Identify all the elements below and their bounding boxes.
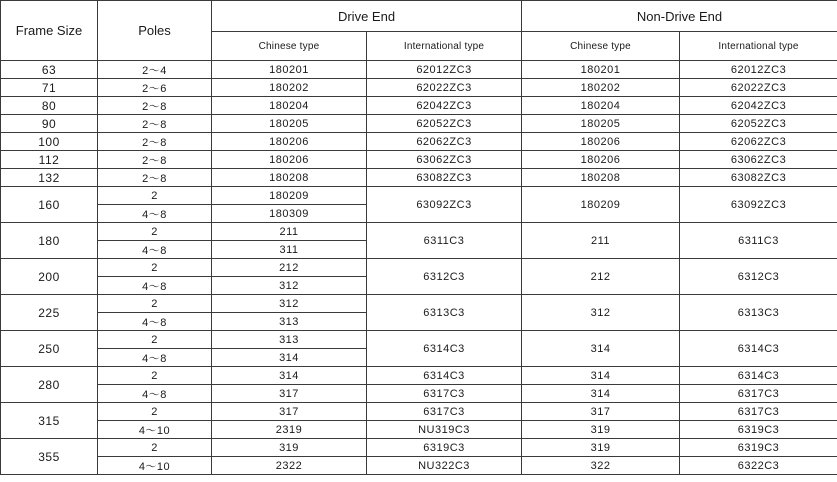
nde-chinese-type-cell: 314: [522, 385, 680, 403]
de-chinese-type-cell: 311: [212, 241, 367, 259]
table-row: [1, 169, 837, 187]
poles-cell: 2: [98, 187, 212, 205]
de-international-type-cell: 62062ZC3: [367, 133, 522, 151]
de-international-type-cell: 62052ZC3: [367, 115, 522, 133]
de-chinese-type-cell: 180206: [212, 133, 367, 151]
table-row: [1, 439, 837, 457]
table-row: [1, 403, 837, 421]
table-row: [1, 97, 837, 115]
poles-cell: 2: [98, 259, 212, 277]
poles-cell: 2: [98, 439, 212, 457]
de-chinese-type-cell: 180202: [212, 79, 367, 97]
nde-international-type-cell: 62042ZC3: [680, 97, 837, 115]
nde-international-type-cell: 6317C3: [680, 385, 837, 403]
header-non-drive-end: Non-Drive End: [522, 1, 837, 32]
frame-size-cell: 112: [1, 151, 98, 169]
nde-international-type-cell: 63062ZC3: [680, 151, 837, 169]
de-chinese-type-cell: 180309: [212, 205, 367, 223]
poles-cell: 4～8: [98, 277, 212, 295]
nde-chinese-type-cell: 180208: [522, 169, 680, 187]
de-chinese-type-cell: 180201: [212, 61, 367, 79]
table-row: [1, 367, 837, 385]
nde-international-type-cell: 62022ZC3: [680, 79, 837, 97]
poles-cell: 4～8: [98, 349, 212, 367]
poles-cell: 2～6: [98, 79, 212, 97]
poles-cell: 4～10: [98, 457, 212, 475]
nde-chinese-type-cell: 180201: [522, 61, 680, 79]
de-international-type-cell: 63062ZC3: [367, 151, 522, 169]
nde-international-type-cell: 63082ZC3: [680, 169, 837, 187]
poles-cell: 4～8: [98, 205, 212, 223]
table-row: [1, 61, 837, 79]
nde-international-type-cell: 62052ZC3: [680, 115, 837, 133]
header-de-chinese-type: Chinese type: [212, 32, 367, 61]
nde-international-type-cell: 6319C3: [680, 439, 837, 457]
table-row: [1, 133, 837, 151]
de-chinese-type-cell: 212: [212, 259, 367, 277]
table-row: [1, 187, 837, 205]
poles-cell: 2: [98, 223, 212, 241]
poles-cell: 4～10: [98, 421, 212, 439]
nde-international-type-cell: 6317C3: [680, 403, 837, 421]
de-chinese-type-cell: 317: [212, 385, 367, 403]
header-de-international-type: International type: [367, 32, 522, 61]
de-international-type-cell: 62042ZC3: [367, 97, 522, 115]
table-row: [1, 259, 837, 277]
header-frame-size: Frame Size: [1, 1, 98, 61]
poles-cell: 4～8: [98, 385, 212, 403]
nde-international-type-cell: 6319C3: [680, 421, 837, 439]
nde-chinese-type-cell: 317: [522, 403, 680, 421]
nde-chinese-type-cell: 319: [522, 421, 680, 439]
poles-cell: 2～8: [98, 115, 212, 133]
de-chinese-type-cell: 319: [212, 439, 367, 457]
de-international-type-cell: 6314C3: [367, 367, 522, 385]
nde-international-type-cell: 6312C3: [680, 259, 837, 295]
nde-international-type-cell: 62062ZC3: [680, 133, 837, 151]
frame-size-cell: 80: [1, 97, 98, 115]
de-international-type-cell: 6312C3: [367, 259, 522, 295]
de-international-type-cell: 62022ZC3: [367, 79, 522, 97]
nde-international-type-cell: 6322C3: [680, 457, 837, 475]
de-international-type-cell: 63092ZC3: [367, 187, 522, 223]
frame-size-cell: 250: [1, 331, 98, 367]
poles-cell: 2～4: [98, 61, 212, 79]
de-chinese-type-cell: 180208: [212, 169, 367, 187]
header-drive-end: Drive End: [212, 1, 522, 32]
table-row: [1, 79, 837, 97]
nde-chinese-type-cell: 180205: [522, 115, 680, 133]
de-chinese-type-cell: 313: [212, 313, 367, 331]
de-chinese-type-cell: 312: [212, 295, 367, 313]
nde-chinese-type-cell: 319: [522, 439, 680, 457]
de-chinese-type-cell: 314: [212, 349, 367, 367]
de-international-type-cell: 6314C3: [367, 331, 522, 367]
poles-cell: 2: [98, 295, 212, 313]
poles-cell: 2～8: [98, 169, 212, 187]
de-international-type-cell: 6319C3: [367, 439, 522, 457]
nde-chinese-type-cell: 314: [522, 331, 680, 367]
nde-chinese-type-cell: 180209: [522, 187, 680, 223]
de-international-type-cell: NU322C3: [367, 457, 522, 475]
nde-chinese-type-cell: 312: [522, 295, 680, 331]
de-chinese-type-cell: 312: [212, 277, 367, 295]
poles-cell: 2～8: [98, 97, 212, 115]
nde-chinese-type-cell: 180206: [522, 133, 680, 151]
de-chinese-type-cell: 313: [212, 331, 367, 349]
header-nde-international-type: International type: [680, 32, 837, 61]
de-chinese-type-cell: 180205: [212, 115, 367, 133]
de-international-type-cell: 6317C3: [367, 403, 522, 421]
header-nde-chinese-type: Chinese type: [522, 32, 680, 61]
table-body: [1, 61, 837, 475]
poles-cell: 2～8: [98, 151, 212, 169]
frame-size-cell: 315: [1, 403, 98, 439]
poles-cell: 2: [98, 367, 212, 385]
poles-cell: 2～8: [98, 133, 212, 151]
nde-chinese-type-cell: 180202: [522, 79, 680, 97]
frame-size-cell: 90: [1, 115, 98, 133]
header-poles: Poles: [98, 1, 212, 61]
nde-international-type-cell: 6314C3: [680, 331, 837, 367]
table-row: [1, 421, 837, 439]
poles-cell: 4～8: [98, 241, 212, 259]
de-international-type-cell: 6317C3: [367, 385, 522, 403]
frame-size-cell: 71: [1, 79, 98, 97]
table-row: [1, 457, 837, 475]
table-row: [1, 223, 837, 241]
nde-chinese-type-cell: 322: [522, 457, 680, 475]
nde-chinese-type-cell: 212: [522, 259, 680, 295]
table-row: [1, 331, 837, 349]
de-chinese-type-cell: 180209: [212, 187, 367, 205]
de-international-type-cell: NU319C3: [367, 421, 522, 439]
nde-international-type-cell: 6311C3: [680, 223, 837, 259]
de-chinese-type-cell: 211: [212, 223, 367, 241]
frame-size-cell: 225: [1, 295, 98, 331]
frame-size-cell: 200: [1, 259, 98, 295]
de-chinese-type-cell: 2319: [212, 421, 367, 439]
nde-chinese-type-cell: 180204: [522, 97, 680, 115]
de-chinese-type-cell: 314: [212, 367, 367, 385]
frame-size-cell: 160: [1, 187, 98, 223]
de-chinese-type-cell: 180204: [212, 97, 367, 115]
frame-size-cell: 180: [1, 223, 98, 259]
frame-size-cell: 100: [1, 133, 98, 151]
de-chinese-type-cell: 317: [212, 403, 367, 421]
frame-size-cell: 132: [1, 169, 98, 187]
nde-international-type-cell: 6313C3: [680, 295, 837, 331]
de-international-type-cell: 6311C3: [367, 223, 522, 259]
table-row: [1, 115, 837, 133]
table-row: [1, 295, 837, 313]
table-row: [1, 151, 837, 169]
frame-size-cell: 355: [1, 439, 98, 475]
nde-international-type-cell: 6314C3: [680, 367, 837, 385]
de-international-type-cell: 62012ZC3: [367, 61, 522, 79]
de-international-type-cell: 6313C3: [367, 295, 522, 331]
nde-chinese-type-cell: 314: [522, 367, 680, 385]
frame-size-cell: 280: [1, 367, 98, 403]
poles-cell: 4～8: [98, 313, 212, 331]
de-chinese-type-cell: 2322: [212, 457, 367, 475]
nde-international-type-cell: 63092ZC3: [680, 187, 837, 223]
de-chinese-type-cell: 180206: [212, 151, 367, 169]
poles-cell: 2: [98, 403, 212, 421]
de-international-type-cell: 63082ZC3: [367, 169, 522, 187]
poles-cell: 2: [98, 331, 212, 349]
frame-size-cell: 63: [1, 61, 98, 79]
nde-chinese-type-cell: 180206: [522, 151, 680, 169]
table-row: [1, 385, 837, 403]
nde-chinese-type-cell: 211: [522, 223, 680, 259]
nde-international-type-cell: 62012ZC3: [680, 61, 837, 79]
